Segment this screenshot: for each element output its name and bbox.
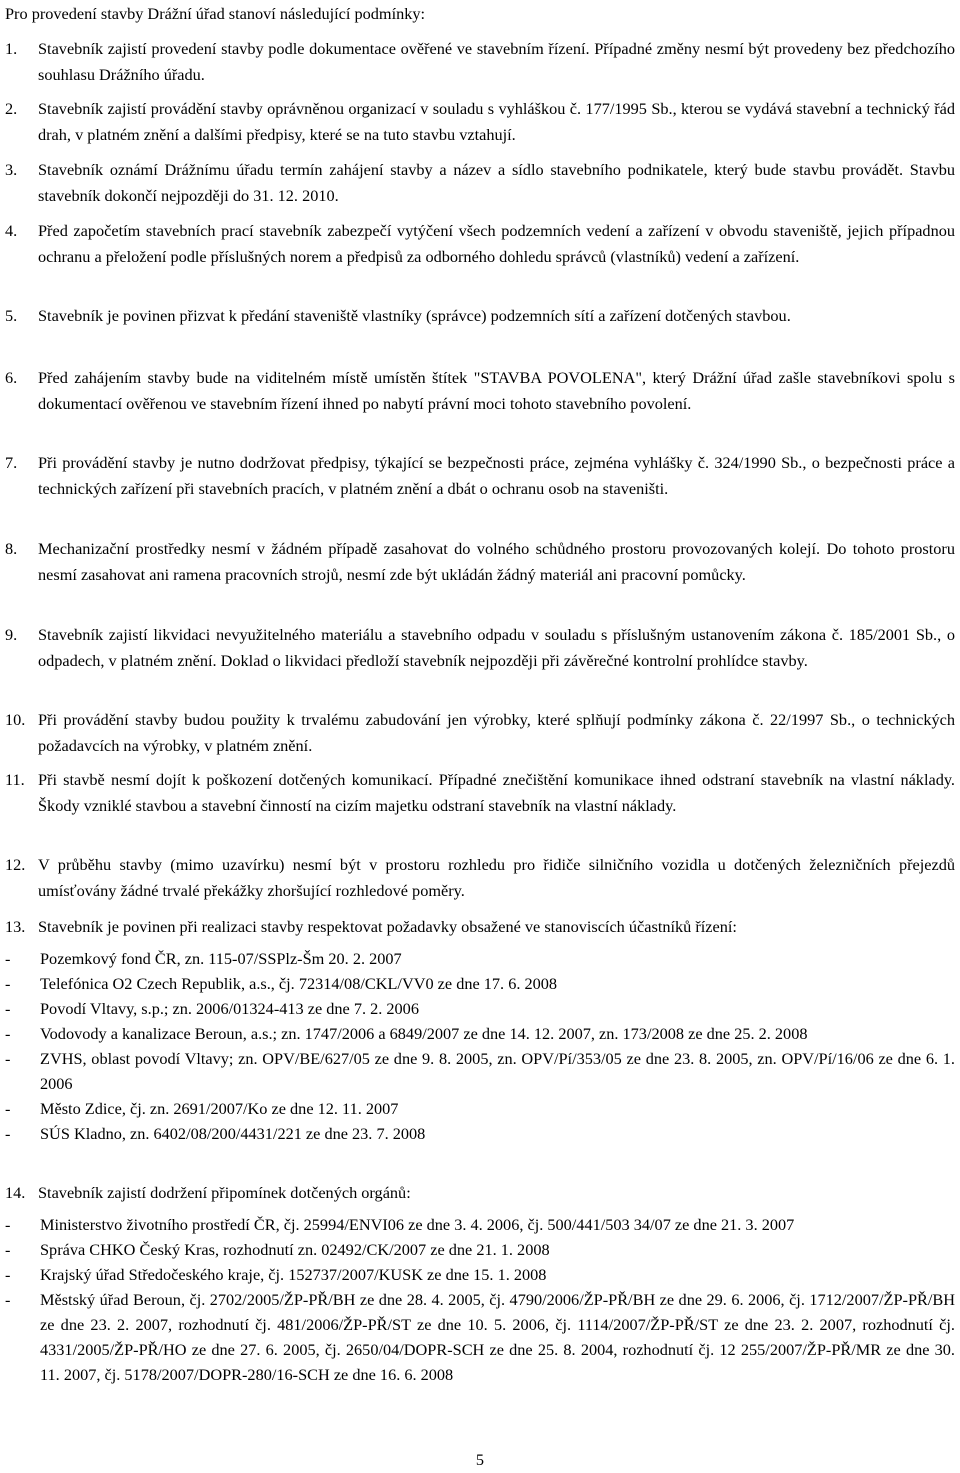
list-item: - Pozemkový fond ČR, zn. 115-07/SSPlz-Šm 20. 2. 2007 (5, 949, 402, 968)
condition-item (5, 1180, 955, 1387)
list-item: - Městský úřad Beroun, čj. 2702/2005/ŽP-PŘ/BH ze dne 28. 4. 2005, čj. 4790/2006/ŽP-PŘ/BH ze dne 29. 6. 2006, čj. 1712/2007/ŽP-PŘ/BH ze dne 23. 2. 2007, rozhodnutí čj. 481/2006/ŽP-PŘ/ST ze dne 10. 5. 2006, čj. 1114/2007/ŽP-PŘ/ST ze dne 23. 2. 2007, rozhodnutí čj. 4331/2005/ŽP-PŘ/HO ze dne 27. 6. 2005, čj. 2650/04/DOPR-SCH ze dne 25. 8. 2004, rozhodnutí čj. 12 255/2007/ŽP-PŘ/MR ze dne 30. 11. 2007, čj. 5178/2007/DOPR-280/16-SCH ze dne 16. 6. 2008 (5, 1290, 955, 1384)
item-number: 11. (5, 770, 25, 789)
page-number: 5 (475, 1450, 485, 1469)
condition-item (5, 218, 955, 270)
item-number: 7. (5, 453, 18, 472)
list-item: - Město Zdice, čj. zn. 2691/2007/Ko ze dne 12. 11. 2007 (5, 1099, 399, 1118)
list-item: - SÚS Kladno, zn. 6402/08/200/4431/221 ze dne 23. 7. 2008 (5, 1124, 426, 1143)
item-number: 9. (5, 625, 18, 644)
item-number: 10. (5, 710, 26, 729)
item-text: Stavebník zajistí likvidaci nevyužitelného materiálu a stavebního odpadu v souladu s příslušným ustanovením zákona č. 185/2001 Sb., o odpadech, v platném znění. Doklad o likvidaci předloží stavebník nejpozději při závěrečné kontrolní prohlídce stavby. (38, 625, 955, 670)
item-text: Při stavbě nesmí dojít k poškození dotčených komunikací. Případné znečištění komunikace ihned odstraní stavebník na vlastní náklady. Škody vzniklé stavbou a stavební činností na cizím majetku odstraní stavebník na vlastní náklady. (38, 770, 955, 815)
item-number: 13. (5, 917, 26, 936)
item-number: 14. (5, 1183, 26, 1202)
item-text: Stavebník oznámí Drážnímu úřadu termín zahájení stavby a název a sídlo stavebního podnikatele, který bude stavbu provádět. Stavbu stavebník dokončí nejpozději do 31. 12. 2010. (38, 160, 955, 205)
item-text: Stavebník je povinen přizvat k předání staveniště vlastníky (správce) podzemních sítí a zařízení dotčených stavbou. (38, 306, 791, 325)
item-text: Stavebník zajistí provedení stavby podle dokumentace ověřené ve stavebním řízení. Případné změny nesmí být provedeny bez předchozího souhlasu Drážního úřadu. (38, 39, 955, 84)
list-item: - Vodovody a kanalizace Beroun, a.s.; zn. 1747/2006 a 6849/2007 ze dne 14. 12. 2007, zn. 173/2008 ze dne 25. 2. 2008 (5, 1024, 808, 1043)
item-text: Mechanizační prostředky nesmí v žádném případě zasahovat do volného schůdného prostoru provozovaných kolejí. Do tohoto prostoru nesmí zasahovat ani ramena pracovních strojů, nesmí zde být ukládán žádný materiál ani pracovní pomůcky. (38, 539, 955, 584)
condition-item (5, 852, 955, 904)
condition-item (5, 157, 955, 209)
intro-text: Pro provedení stavby Drážní úřad stanoví následující podmínky: (5, 4, 426, 23)
condition-item (5, 450, 955, 502)
item-number: 2. (5, 99, 18, 118)
list-item: - Telefónica O2 Czech Republik, a.s., čj. 72314/08/CKL/VV0 ze dne 17. 6. 2008 (5, 974, 558, 993)
item-number: 3. (5, 160, 18, 179)
condition-item (5, 365, 955, 417)
item-text: Při provádění stavby budou použity k trvalému zabudování jen výrobky, které splňují podmínky zákona č. 22/1997 Sb., o technických požadavcích na výrobky, v platném znění. (38, 710, 955, 755)
item-number: 4. (5, 221, 18, 240)
condition-item (5, 767, 955, 819)
condition-item (5, 914, 955, 1146)
condition-item (5, 36, 955, 88)
authority-list (5, 1212, 955, 1387)
item-text: Stavebník zajistí provádění stavby oprávněnou organizací v souladu s vyhláškou č. 177/1995 Sb., kterou se vydává stavební a technický řád drah, v platném znění a dalšími předpisy, které se na tuto stavbu vztahují. (38, 99, 955, 144)
item-text: Stavebník je povinen při realizaci stavby respektovat požadavky obsažené ve stanoviscích účastníků řízení: (38, 917, 737, 936)
item-text: V průběhu stavby (mimo uzavírku) nesmí být v prostoru rozhledu pro řidiče silničního vozidla u dotčených železničních přejezdů umísťovány žádné trvalé překážky zhoršující rozhledové poměry. (38, 855, 955, 900)
list-item: - Správa CHKO Český Kras, rozhodnutí zn. 02492/CK/2007 ze dne 21. 1. 2008 (5, 1240, 550, 1259)
item-text: Před zahájením stavby bude na viditelném místě umístěn štítek "STAVBA POVOLENA", který Drážní úřad zašle stavebníkovi spolu s dokumentací ověřenou ve stavebním řízení ihned po nabytí právní moci tohoto stavebního povolení. (38, 368, 955, 413)
stakeholder-list (5, 946, 955, 1146)
item-text: Při provádění stavby je nutno dodržovat předpisy, týkající se bezpečnosti práce, zejména vyhlášky č. 324/1990 Sb., o bezpečnosti práce a technických zařízení při stavebních pracích, v platném znění a dbát o ochranu osob na staveništi. (38, 453, 955, 498)
condition-item (5, 622, 955, 674)
condition-item (5, 96, 955, 148)
item-number: 5. (5, 306, 18, 325)
list-item: - ZVHS, oblast povodí Vltavy; zn. OPV/BE/627/05 ze dne 9. 8. 2005, zn. OPV/Pí/353/05 ze dne 23. 8. 2005, zn. OPV/Pí/16/06 ze dne 6. 1. 2006 (5, 1049, 955, 1093)
condition-item (5, 707, 955, 759)
item-number: 1. (5, 39, 18, 58)
item-number: 12. (5, 855, 26, 874)
list-item: - Povodí Vltavy, s.p.; zn. 2006/01324-413 ze dne 7. 2. 2006 (5, 999, 419, 1018)
item-text: Před započetím stavebních prací stavebník zabezpečí vytýčení všech podzemních vedení a zařízení v obvodu staveniště, jejich případnou ochranu a přeložení podle příslušných norem a předpisů za odborného dohledu správců (vlastníků) vedení a zařízení. (38, 221, 955, 266)
list-item: - Ministerstvo životního prostředí ČR, čj. 25994/ENVI06 ze dne 3. 4. 2006, čj. 500/441/503 34/07 ze dne 21. 3. 2007 (5, 1215, 795, 1234)
list-item: - Krajský úřad Středočeského kraje, čj. 152737/2007/KUSK ze dne 15. 1. 2008 (5, 1265, 547, 1284)
item-number: 6. (5, 368, 18, 387)
item-text: Stavebník zajistí dodržení připomínek dotčených orgánů: (38, 1183, 411, 1202)
item-number: 8. (5, 539, 18, 558)
condition-item (5, 536, 955, 588)
condition-item (5, 303, 955, 329)
